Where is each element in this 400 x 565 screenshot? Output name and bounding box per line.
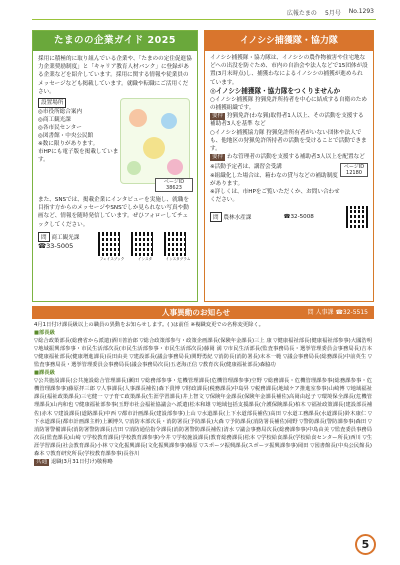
personnel-section [32,306,374,528]
boar-capture-panel [204,30,374,302]
person-illustration-icon [127,161,141,175]
section-heading: ■課長級 [34,370,55,377]
contact-department: 農林水産課 [223,215,252,222]
instagram-qr-icon[interactable] [164,232,188,256]
common-tag: 共通 [36,458,48,465]
company-guide-title: たまのの企業ガイド 2025 [33,31,197,51]
distribution-item: ◎各市民センター [38,125,82,132]
guide-cover-illustration [120,98,190,184]
publication-name: 広報たまの [286,10,317,17]
person-illustration-icon [167,159,183,175]
section-chief-list: ▽公共施設課長(公共施設総合管理課長)瀬田 ▽総務部参事・危機管理課長(危機管理課参事)空野 ▽総務課長・危機管理課参事(総務課参事・危機管理課参事)藤原拝三郎 ▽人事課長(人事課長補佐)森下貴博 ▽財政課長(税務課長)中島昇 ▽税務課長(地域ケア推進室参事)山崎博 ▽地域福祉課長(福祉政策課長)三宅健一 ▽子育て政策課長(生涯学習課長)井上智文 ▽保険年金課長(保険年金課長補佐)高岡由起子 ▽環境保全課長(危機管理課長)山内和也 ▽健康福祉部参事(玉野市社会福祉協議会へ派遣)松本和雄 ▽地域包括支援課長(介護保険課長)柏木 ▽福祉政策課長(建設部長補佐)赤木 ▽建設課長(道路課長)中西 ▽都市計画課長(建設部参事)上山 ▽水道課長(上下水道部長補佐)高田 ▽水道工務課長(水道課長)鈴木康仁 ▽下水道課長(都市計画課主幹)上瀬博久 ▽消防本部次長・消防署長(予防課長)大森 ▽予防課長(消防署長補佐)岡野 ▽警防課長(警防課参事)森田 ▽消防署警備課長(消防署警防課長)吉田 ▽消防通信指令課長(消防署警防課長補佐)清水 ▽議会事務局次長(総務課参事)中島由美 ▽監査委員事務局次長(監査課長)山崎 ▽学校教育課長(学校教育課参事)今井 ▽学校施設課長(教育総務課長)松本 ▽学校給食課長(学校給食センター所長)西川 ▽生涯学習課長(社会教育課長)小林 ▽文化振興課長(文化振興課参事)藤原 ▽スポーツ振興課長(スポーツ振興課参事)岡田 ▽図書館長(中央公民館長)森本 ▽教育研究所長(学校教育課参事)長谷川 [34,378,372,457]
person-illustration-icon [129,109,147,127]
page-id-badge: ページID 38623 [155,178,193,192]
person-illustration-icon [161,113,177,129]
distribution-list [38,98,120,194]
boar-capture-title: イノシシ捕獲隊・協力隊 [205,31,373,51]
boar-intro: イノシシ捕獲隊・協力隊は、イノシシの農作物被害や住宅地などへの出没を防ぐため、市内の自治会や法人などで15団体が設置(3月末時点)し、捕獲わなによるイノシシの捕獲が進められています。 [210,55,368,86]
distribution-item: ◎図書館・中央公民館 [38,133,94,140]
boar-note: ※組織化した場合は、箱わなの貸与などの補助制度があります。 [210,172,338,187]
personnel-intro: 4月1日付け課長級以上の職員の異動をお知らせします。( )は前任 ※複職変更での名称変更除く。 [34,322,264,328]
requirement-tag: 要件 [212,113,224,120]
distribution-item: ◎商工観光課 [38,117,71,124]
qr-caption: フェイスブック [99,256,125,261]
web-note: 市HPにも電子版を掲載しています。 [38,149,119,164]
instagram-qr-icon[interactable] [131,232,155,256]
contact-department: 商工観光課 [51,234,80,241]
sns-qr-codes [98,232,192,262]
distribution-block [33,96,197,194]
department-head-list: ▽総合政策部長(総務省から派遣)酒川善治郎 ▽総合政策部参与・政策企画課長(保険年金課長)三上 康 ▽健康福祉部長(健康福祉部参事)大國浩明 ▽地域振興部参事・市民生活部次長(市民生活部参事・市民生活部次長)藤岡 満 ▽市民生活部長(監査事務局長・選挙管理委員会事務局長)吉本 ▽健康福祉部長(健康増進課長)長田由美 ▽建設部長(議会事務局長)関野勇紀 ▽消防長(消防署長)末本一範 ▽議会事務局長(総務課長)中前英生 ▽監査事務局長・選挙管理委員会事務局長(議会事務局次長)五老海正信 ▽教育次長(健康福祉部長)森脇功 [34,338,372,369]
company-guide-intro: 採用に積極的に取り組んでいる企業や、「たまのの定住促進協力企業奨励制度」と「キャリア教育人材バンク」に登録がある企業などを紹介しています。採用に関する情報や従業員のメッセージなども掲載しています。就職や転職にご活用ください。 [38,56,192,95]
qr-item[interactable] [98,232,126,262]
company-guide-contact [33,229,197,262]
boar-contact [205,204,373,228]
requirement-text: わな管理者の活動を支援する補助者3人以上を配置など [226,154,365,161]
page-header [287,8,374,17]
contact-department: 人事課 [315,309,334,316]
distribution-note: ※数に限りがあります。 [38,141,99,148]
personnel-title: 人事異動のお知らせ [162,308,231,317]
qr-caption: インスタグラム [165,256,191,261]
section-heading: ■部長級 [34,330,55,337]
distribution-item: ◎市役所総合案内 [38,109,83,116]
contact-icon: 問 [307,309,314,316]
guide-illustration-wrap [120,98,192,194]
boar-item-cooperation: ○イノシシ捕獲協力隊 狩猟免許所有者がいない団体や法人でも、他地区の狩猟免許所持者の活動を受けることで活動できます。 [210,129,367,153]
page-id-badge: ページID 12180 [340,163,368,177]
contact-phone: ☎32-5008 [283,214,314,221]
header-divider [32,19,376,20]
company-guide-panel [32,30,198,302]
qr-caption: インスタ [137,256,153,261]
requirement-tag: 要件 [212,154,224,161]
contact-phone: ☎33-5005 [38,241,74,250]
boar-note: ※活動予定者は、講習会受講 [210,164,282,171]
personnel-body [32,319,374,466]
retirement-note: 退職(3月31日付け)敬称略 [50,458,113,465]
requirement-text: 狩猟免許(わな猟)取得者1人以上、その活動を支援する補助者3人を基準 など [210,113,364,128]
contact-phone: ☎32-5515 [335,309,368,316]
boar-note: ※詳しくは、市HPをご覧いただくか、お問い合わせください。 [210,189,340,204]
personnel-title-bar [32,306,374,319]
contact-icon: 問 [38,232,50,242]
boar-qr-icon[interactable] [346,206,368,228]
qr-item[interactable] [131,232,159,262]
person-illustration-icon [143,137,165,159]
facebook-qr-icon[interactable] [98,232,122,256]
contact-icon: 問 [210,212,222,222]
boar-notes [210,163,368,204]
boar-item-capture: ○イノシシ捕獲隊 狩猟免許所持者を中心に結成する自衛のための捕獲組織です。 [210,96,367,112]
distribution-label: 設置場所 [38,98,66,108]
page-number: 5 [355,534,376,555]
boar-heading: ◎イノシシ捕獲隊・協力隊をつくりませんか [210,86,341,95]
qr-item[interactable] [164,232,192,262]
personnel-contact [308,306,368,319]
issue-month: 5月号 [324,10,341,17]
boar-capture-body [205,51,373,204]
sns-description: また、SNSでは、掲載企業にインタビューを実施し、就職を目指す方からのメッセージやSNSでしか見られない写真や動画など、情報を随時発信しています。ぜひフォローしてチェックしてください。 [38,197,189,228]
issue-number: No.1293 [348,8,374,15]
